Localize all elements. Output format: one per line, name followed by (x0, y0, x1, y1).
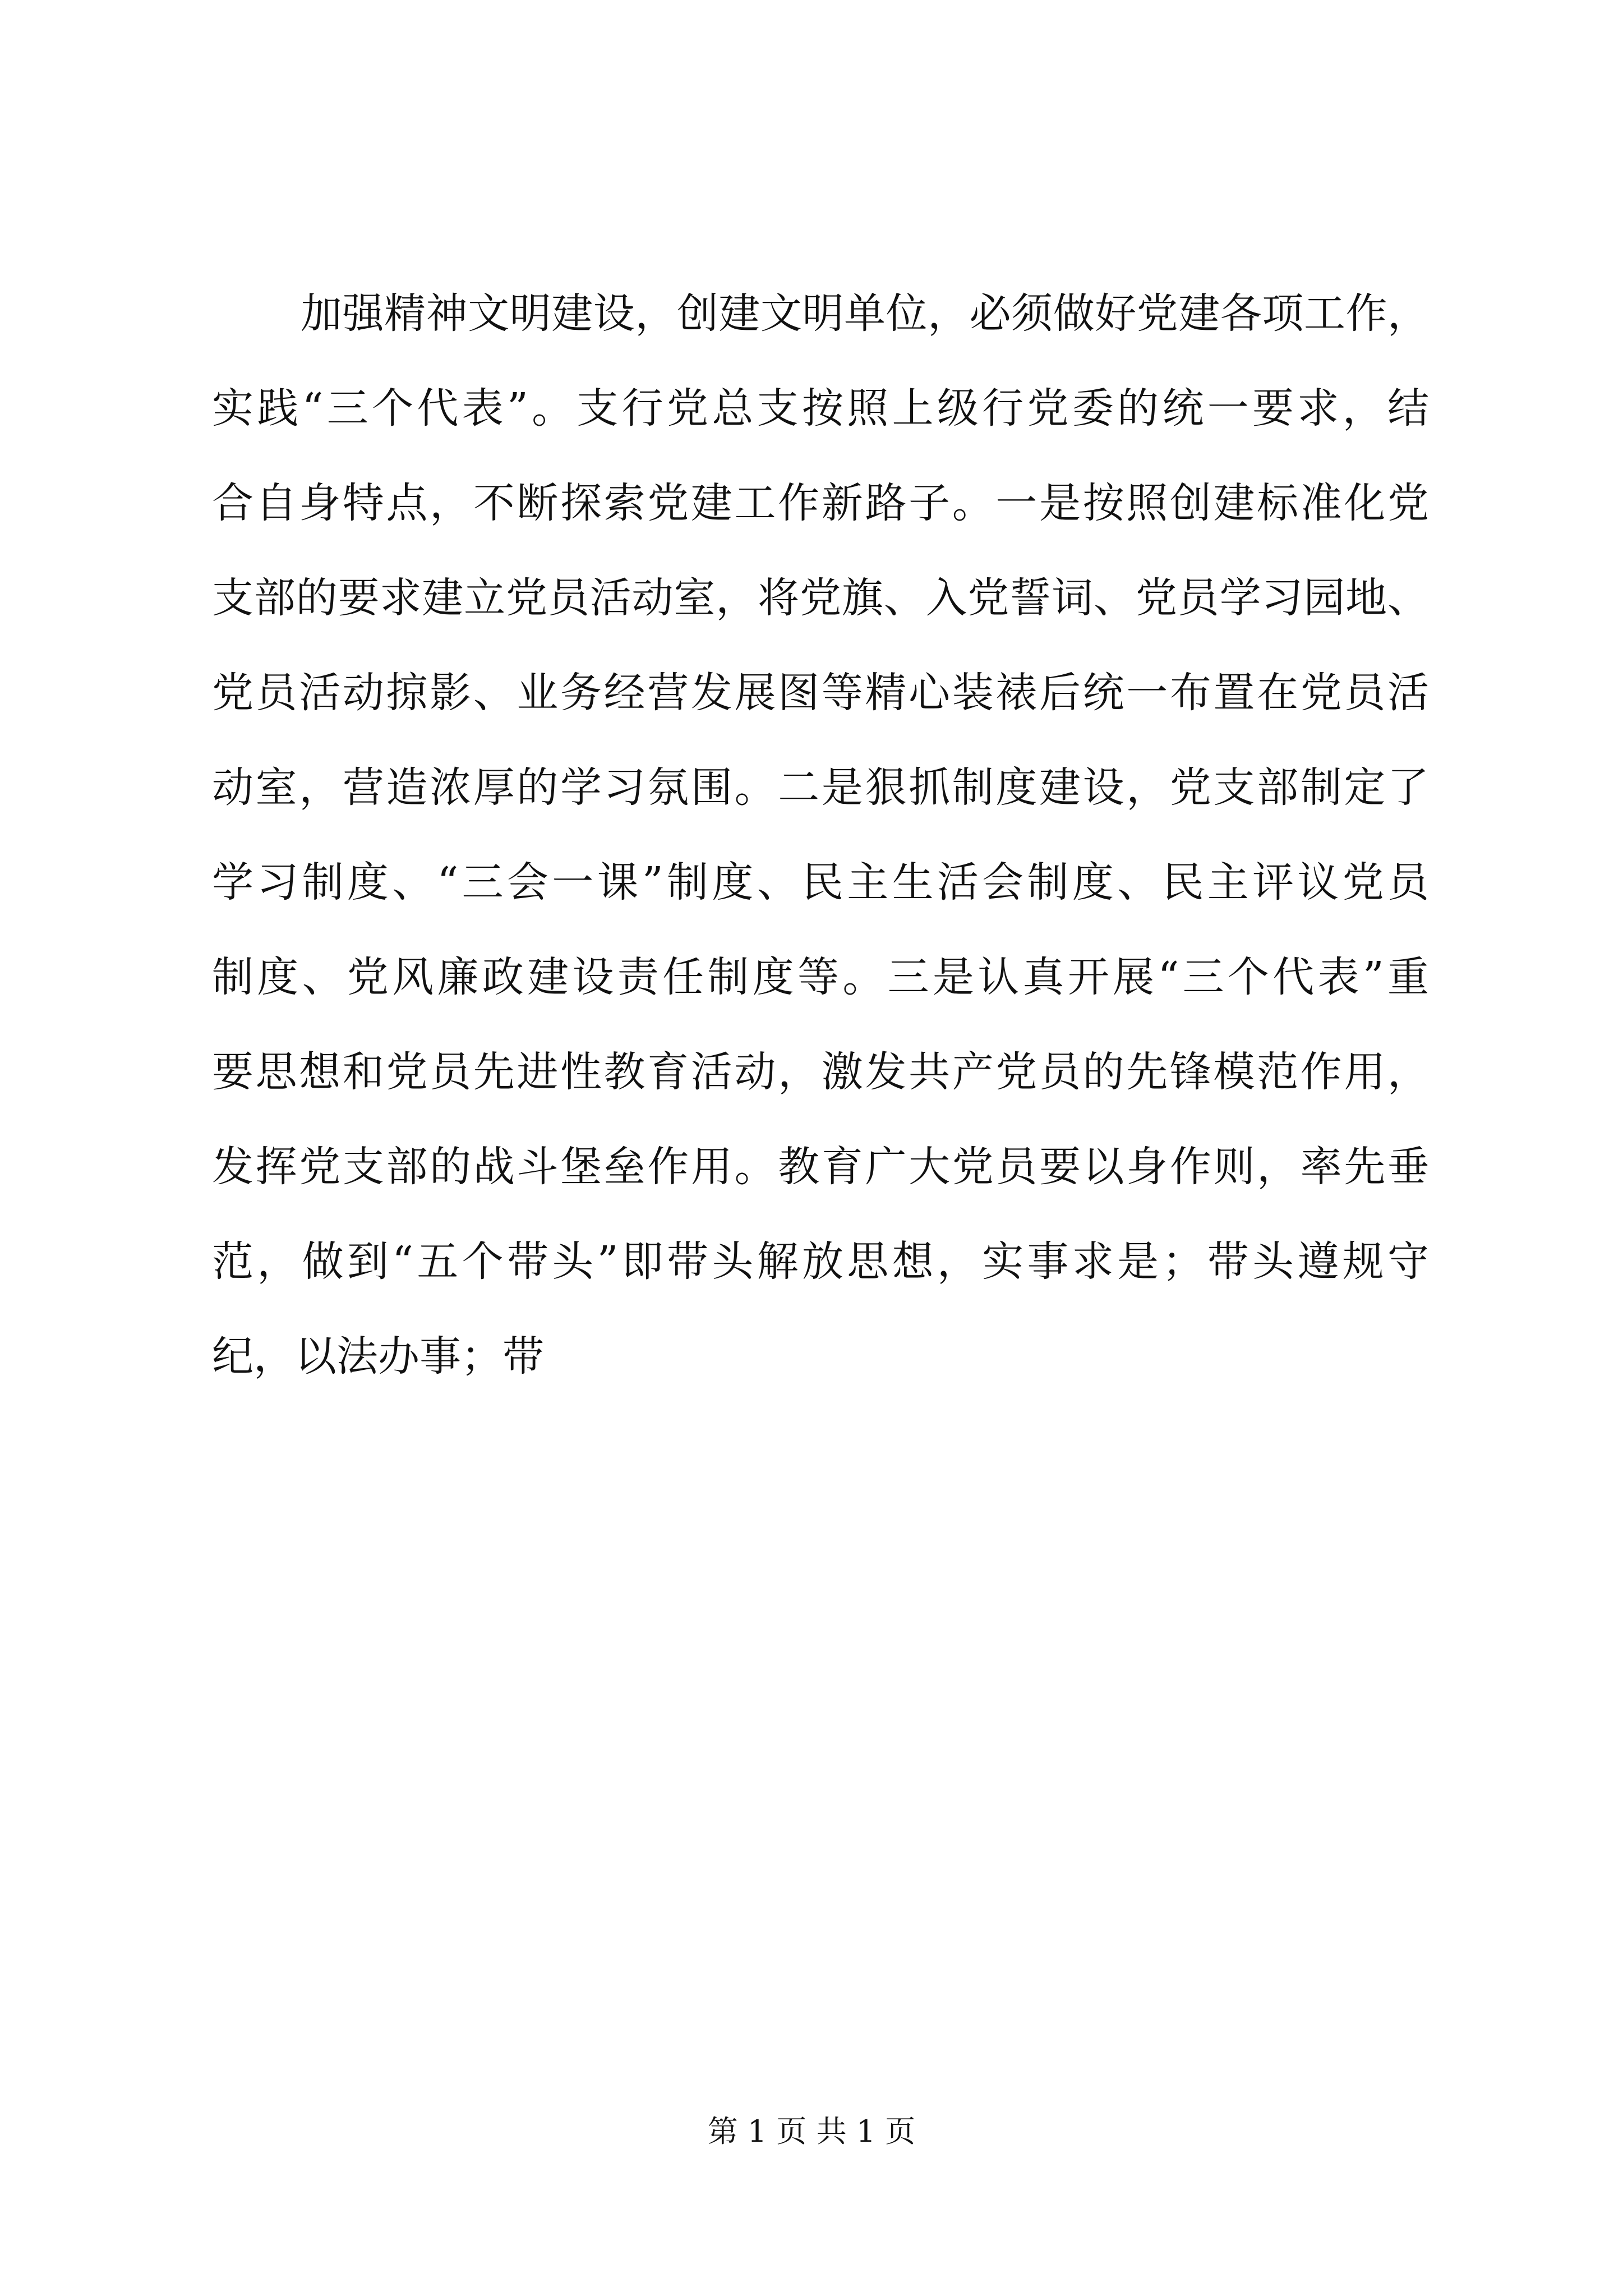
paragraph-line: 发挥党支部的战斗堡垒作用。教育广大党员要以身作则，率先垂 (212, 1143, 1429, 1191)
paragraph-line: 制度、党风廉政建设责任制度等。三是认真开展“三个代表”重 (212, 953, 1429, 1001)
paragraph-line: 范，做到“五个带头”即带头解放思想，实事求是；带头遵规守 (212, 1237, 1429, 1286)
page-footer: 第 1 页 共 1 页 (707, 2114, 916, 2149)
paragraph-line: 支部的要求建立党员活动室，将党旗、入党誓词、党员学习园地、 (212, 574, 1429, 622)
paragraph-line: 实践“三个代表”。支行党总支按照上级行党委的统一要求，结 (212, 384, 1429, 432)
paragraph-line: 合自身特点，不断探索党建工作新路子。一是按照创建标准化党 (212, 479, 1429, 527)
paragraph-line: 动室，营造浓厚的学习氛围。二是狠抓制度建设，党支部制定了 (212, 763, 1429, 812)
paragraph-line: 加强精神文明建设，创建文明单位，必须做好党建各项工作， (301, 289, 1429, 338)
paragraph-line: 学习制度、“三会一课”制度、民主生活会制度、民主评议党员 (212, 858, 1429, 907)
paragraph-line: 纪，以法办事；带 (212, 1332, 544, 1381)
paragraph-line: 党员活动掠影、业务经营发展图等精心装裱后统一布置在党员活 (212, 669, 1429, 717)
paragraph-line: 要思想和党员先进性教育活动，激发共产党员的先锋模范作用， (212, 1048, 1429, 1096)
body-paragraph (212, 266, 1429, 1404)
